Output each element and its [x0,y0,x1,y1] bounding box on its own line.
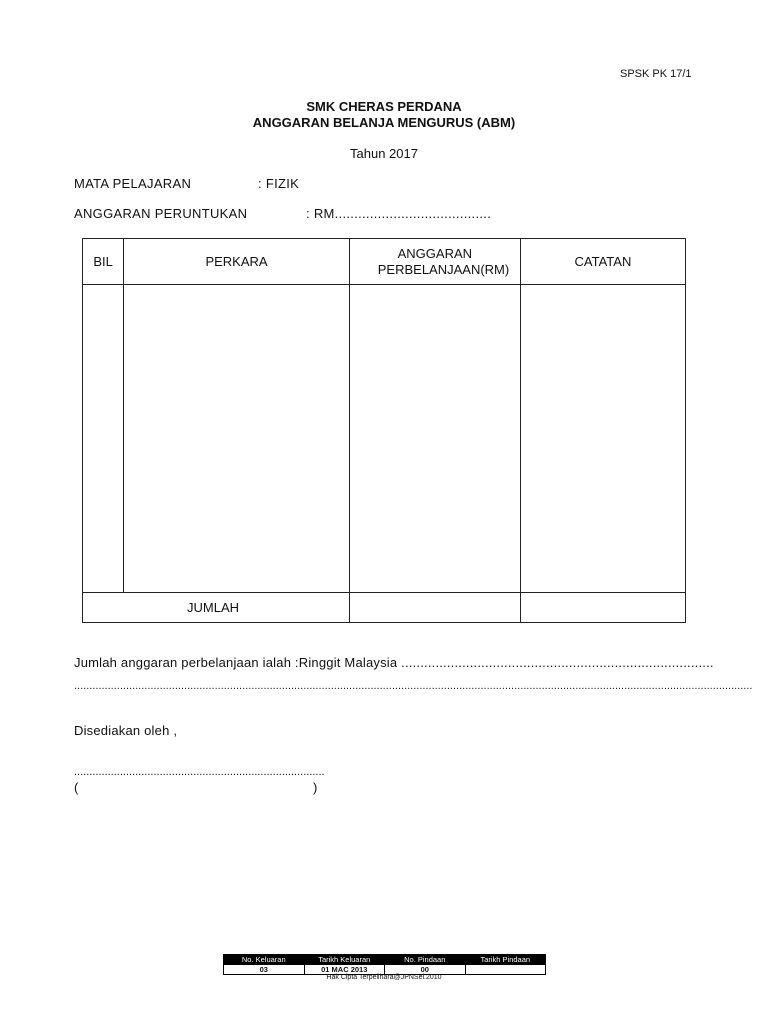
header-perkara: PERKARA [124,239,349,285]
document-code: SPSK PK 17/1 [620,68,692,80]
name-paren-open: ( [74,780,79,795]
name-paren-close: ) [313,780,318,795]
subject-label: MATA PELAJARAN [74,176,192,191]
form-title: ANGGARAN BELANJA MENGURUS (ABM) [252,115,516,130]
header-catatan: CATATAN [520,239,685,285]
summary-dots: .............................................................................................................................................................................................................................. [74,680,753,692]
total-row [83,593,686,623]
allocation-label: ANGGARAN PERUNTUKAN [74,206,248,221]
header-bil: BIL [83,239,124,285]
control-issue-no: 03 [224,965,305,975]
table-row [83,285,686,593]
cell-catatan[interactable] [520,285,685,593]
signature-line[interactable]: .................................................................................. [74,766,325,778]
total-label [83,593,350,623]
table-header-row [83,239,686,285]
cell-anggaran[interactable] [349,285,520,593]
cell-bil[interactable] [83,285,124,593]
budget-table [82,238,686,623]
school-name: SMK CHERAS PERDANA [306,99,462,114]
subject-value: : FIZIK [258,176,300,191]
control-issue-date: 01 MAC 2013 [304,965,385,975]
summary-line: Jumlah anggaran perbelanjaan ialah :Ringgit Malaysia .................................................................................. [74,655,714,670]
control-header-amend-no: No. Pindaan [385,955,466,965]
total-amount-cell[interactable] [349,593,520,623]
allocation-value: : RM........................................ [306,206,492,221]
total-note-cell[interactable] [520,593,685,623]
year-line: Tahun 2017 [350,146,418,161]
header-anggaran: ANGGARAN PERBELANJAAN(RM) [349,239,520,285]
control-header-amend-date: Tarikh Pindaan [465,955,546,965]
control-header-issue-no: No. Keluaran [224,955,305,965]
prepared-by-label: Disediakan oleh , [74,723,178,738]
control-header-row [224,955,546,965]
document-control-table [223,954,546,975]
control-amend-date [465,965,546,975]
control-amend-no: 00 [385,965,466,975]
total-label-text: JUMLAH [187,600,240,615]
cell-perkara[interactable] [124,285,349,593]
control-value-row [224,965,546,975]
copyright-notice: Hak Cipta Terpelihara@JPNSel.2010 [326,974,442,981]
control-header-issue-date: Tarikh Keluaran [304,955,385,965]
